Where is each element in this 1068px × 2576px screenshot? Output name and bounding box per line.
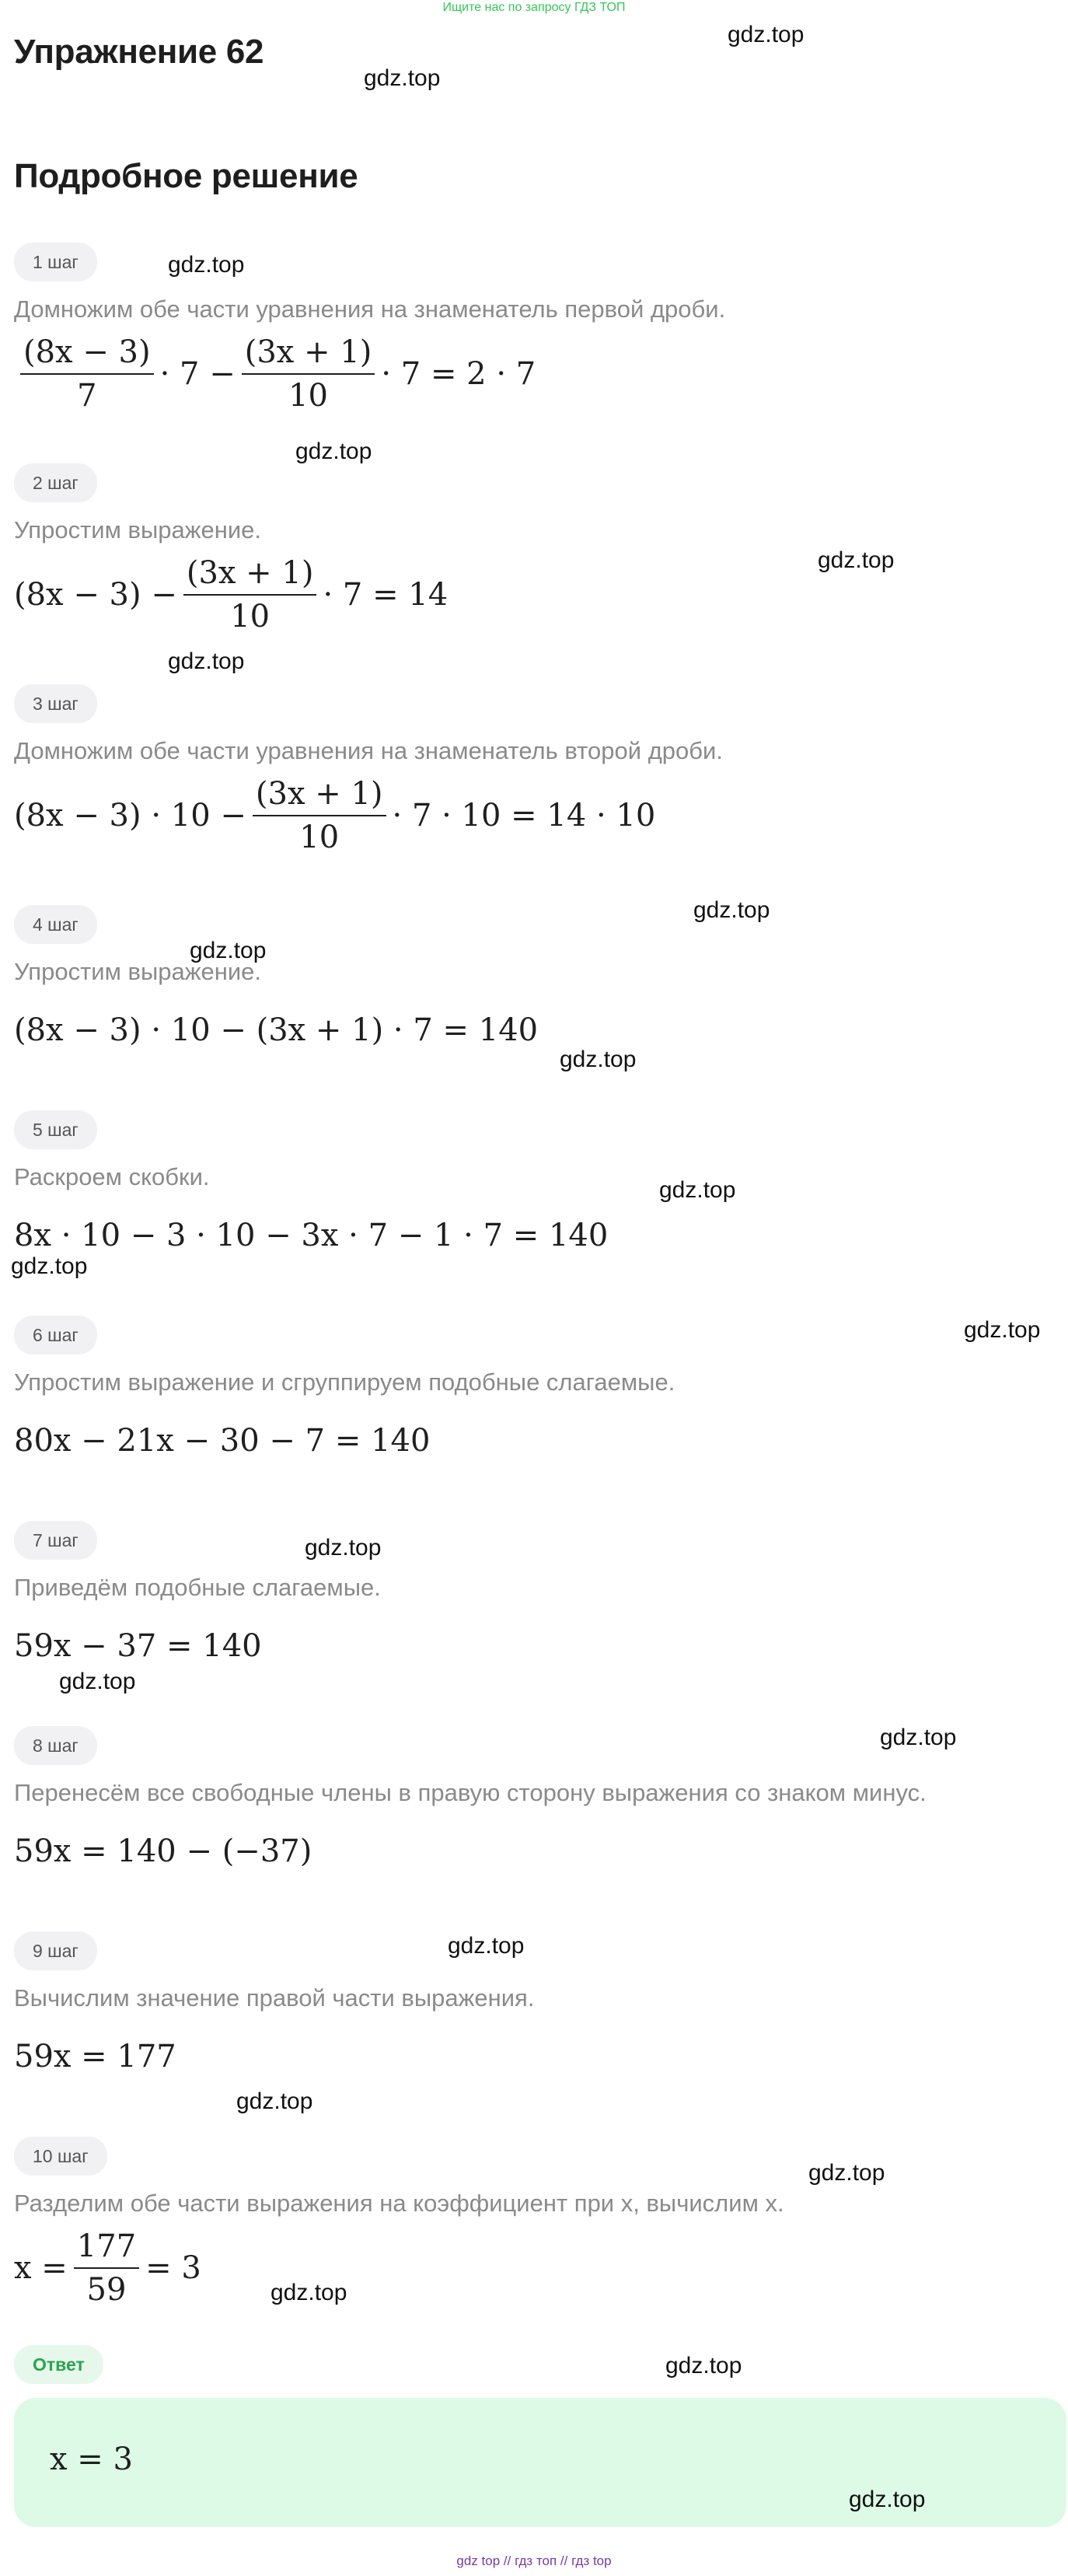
formula-part: · 7 − — [159, 356, 236, 392]
step-5-formula: 8x · 10 − 3 · 10 − 3x · 7 − 1 · 7 = 140 — [14, 1218, 609, 1253]
numerator: (8x − 3) — [20, 334, 154, 375]
fraction — [20, 334, 154, 414]
formula-part: (8x − 3) − — [14, 577, 177, 613]
step-9-text: Вычислим значение правой части выражения. — [14, 1984, 535, 2012]
numerator: (3x + 1) — [253, 776, 386, 816]
formula-part: = 3 — [145, 2250, 201, 2286]
denominator: 10 — [288, 378, 328, 414]
search-banner[interactable]: Ищите нас по запросу ГДЗ ТОП — [442, 1, 626, 14]
numerator: (3x + 1) — [183, 555, 317, 596]
watermark: gdz.top — [168, 252, 245, 278]
step-4-badge: 4 шаг — [14, 905, 97, 944]
step-7-badge: 7 шаг — [14, 1521, 97, 1560]
step-4-text: Упростим выражение. — [14, 958, 262, 985]
watermark: gdz.top — [665, 2353, 742, 2379]
step-2-formula — [14, 555, 448, 634]
fraction — [242, 334, 375, 414]
numerator: 177 — [74, 2228, 139, 2269]
formula-part: x = — [14, 2250, 68, 2286]
step-9-formula: 59x = 177 — [14, 2039, 176, 2074]
step-8-badge: 8 шаг — [14, 1726, 97, 1765]
step-2-badge: 2 шаг — [14, 463, 97, 502]
step-7-text: Приведём подобные слагаемые. — [14, 1574, 381, 1601]
watermark: gdz.top — [808, 2160, 885, 2186]
watermark: gdz.top — [849, 2487, 926, 2512]
step-10-badge: 10 шаг — [14, 2137, 107, 2176]
watermark: gdz.top — [236, 2088, 313, 2114]
step-6-badge: 6 шаг — [14, 1316, 97, 1354]
formula-part: · 7 = 14 — [323, 577, 448, 613]
formula-part: · 7 · 10 = 14 · 10 — [392, 798, 656, 834]
step-1-badge: 1 шаг — [14, 243, 97, 281]
step-6-text: Упростим выражение и сгруппируем подобные слагаемые. — [14, 1368, 675, 1396]
solution-heading: Подробное решение — [14, 157, 358, 195]
fraction — [253, 776, 386, 855]
watermark: gdz.top — [964, 1317, 1041, 1343]
footer-links[interactable]: gdz top // гдз топ // гдз top — [456, 2553, 612, 2568]
step-1-formula — [14, 334, 536, 414]
step-10-text: Разделим обе части выражения на коэффициент при x, вычислим x. — [14, 2190, 784, 2217]
watermark: gdz.top — [364, 65, 441, 91]
step-3-badge: 3 шаг — [14, 684, 97, 723]
step-5-text: Раскроем скобки. — [14, 1163, 210, 1190]
watermark: gdz.top — [659, 1177, 736, 1203]
answer-badge: Ответ — [14, 2345, 103, 2384]
denominator: 10 — [230, 599, 270, 634]
watermark: gdz.top — [270, 2280, 347, 2305]
watermark: gdz.top — [693, 897, 770, 923]
watermark: gdz.top — [880, 1725, 957, 1750]
formula-part: (8x − 3) · 10 − — [14, 798, 246, 834]
step-5-badge: 5 шаг — [14, 1110, 97, 1149]
step-10-formula — [14, 2228, 201, 2308]
watermark: gdz.top — [295, 439, 372, 464]
step-3-text: Домножим обе части уравнения на знаменатель второй дроби. — [14, 737, 723, 764]
fraction — [74, 2228, 139, 2308]
denominator: 7 — [77, 378, 97, 414]
answer-value: x = 3 — [50, 2441, 133, 2477]
formula-part: · 7 = 2 · 7 — [381, 356, 536, 392]
step-9-badge: 9 шаг — [14, 1931, 97, 1970]
watermark: gdz.top — [818, 547, 895, 573]
watermark: gdz.top — [560, 1047, 637, 1072]
step-1-text: Домножим обе части уравнения на знаменатель первой дроби. — [14, 295, 726, 323]
watermark: gdz.top — [305, 1535, 382, 1561]
numerator: (3x + 1) — [242, 334, 375, 375]
fraction — [183, 555, 317, 634]
step-3-formula — [14, 776, 655, 855]
watermark: gdz.top — [448, 1933, 525, 1959]
step-8-formula: 59x = 140 − (−37) — [14, 1833, 312, 1869]
page-title: Упражнение 62 — [14, 33, 264, 71]
step-2-text: Упростим выражение. — [14, 516, 262, 544]
step-4-formula: (8x − 3) · 10 − (3x + 1) · 7 = 140 — [14, 1012, 539, 1048]
step-7-formula: 59x − 37 = 140 — [14, 1628, 262, 1664]
denominator: 59 — [86, 2272, 127, 2308]
step-8-text: Перенесём все свободные члены в правую сторону выражения со знаком минус. — [14, 1779, 927, 1806]
watermark: gdz.top — [190, 938, 267, 963]
watermark: gdz.top — [168, 648, 245, 674]
denominator: 10 — [299, 820, 340, 855]
watermark: gdz.top — [728, 22, 804, 47]
watermark: gdz.top — [11, 1253, 88, 1279]
watermark: gdz.top — [59, 1669, 136, 1694]
step-6-formula: 80x − 21x − 30 − 7 = 140 — [14, 1423, 431, 1459]
